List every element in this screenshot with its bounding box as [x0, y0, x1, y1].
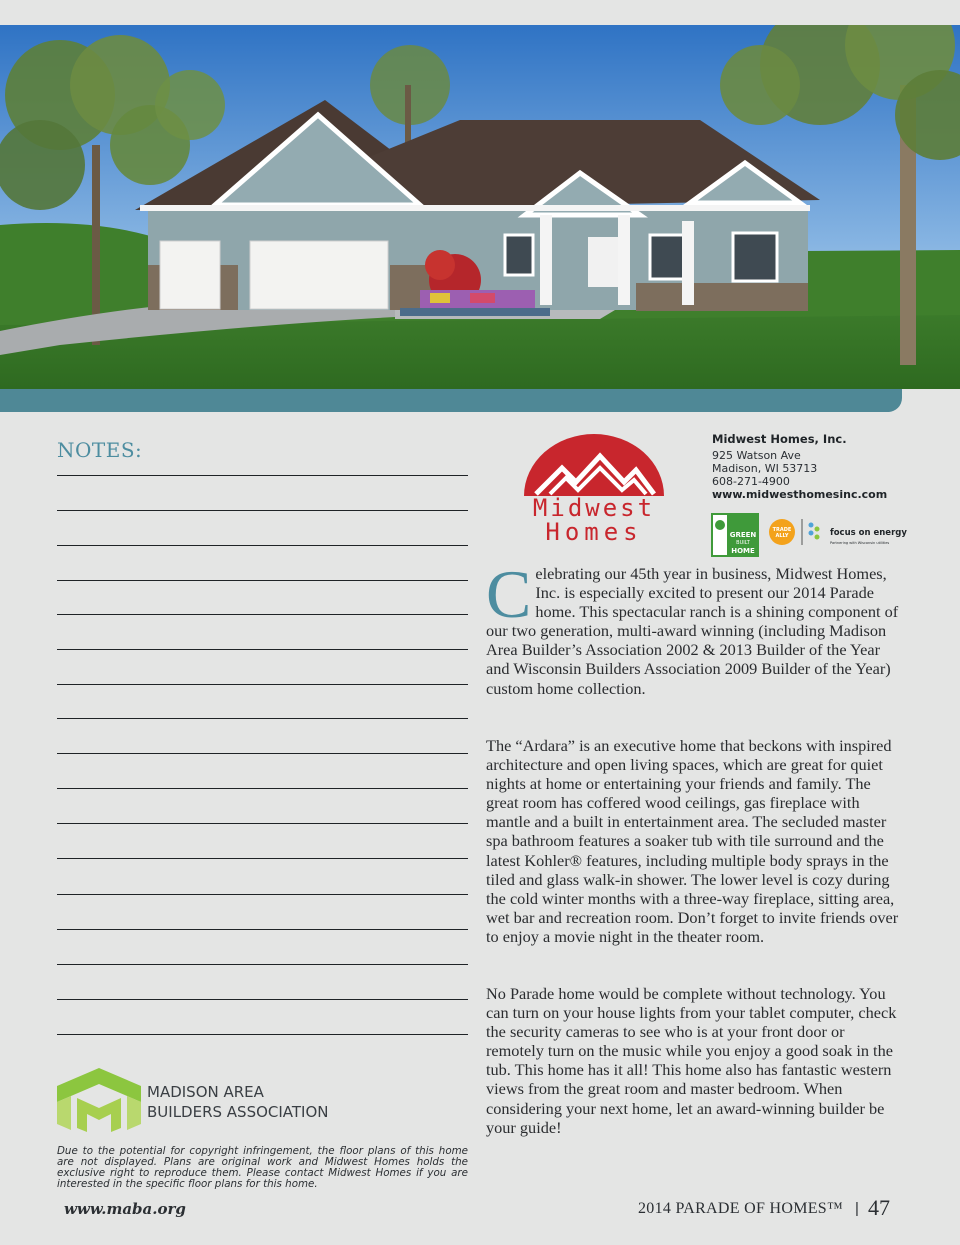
note-line	[57, 999, 468, 1000]
maba-wordmark	[147, 1082, 329, 1122]
note-line	[57, 823, 468, 824]
svg-text:focus on energy: focus on energy	[830, 528, 907, 538]
maba-line2: BUILDERS ASSOCIATION	[147, 1103, 329, 1121]
logo-word-homes: Homes	[545, 518, 643, 546]
note-line	[57, 929, 468, 930]
maba-logo-icon	[57, 1068, 147, 1136]
page-number: 47	[868, 1195, 890, 1220]
section-divider-band	[0, 389, 902, 412]
note-line	[57, 753, 468, 754]
svg-text:TRADE: TRADE	[772, 527, 792, 533]
svg-text:BUILT: BUILT	[736, 540, 750, 546]
floorplan-disclaimer: Due to the potential for copyright infringement, the floor plans of this home are not displayed. Plans are original work and Midwest Homes holds the exclusive right to reproduce them. Please contact Midwest Homes if you are interested in the specific floor plans for this home.	[57, 1145, 468, 1190]
note-line	[57, 649, 468, 650]
article-paragraph-1	[486, 556, 901, 698]
builder-name: Midwest Homes, Inc.	[712, 432, 847, 446]
footer-separator: |	[855, 1200, 859, 1217]
note-line	[57, 545, 468, 546]
builder-phone: 608-271-4900	[712, 475, 790, 488]
note-line	[57, 1034, 468, 1035]
paragraph-1-text: elebrating our 45th year in business, Midwest Homes, Inc. is especially excited to present our 2014 Parade home. This spectacular ranch is a shining component of our two generation, multi-award winning (including Madison Area Builder’s Association 2002 & 2013 Builder of the Year and Wisconsin Builders Association 2009 Builder of the Year) custom home collection.	[486, 564, 899, 698]
builder-address2: Madison, WI 53713	[712, 462, 818, 475]
maba-website[interactable]: www.maba.org	[64, 1200, 186, 1218]
svg-text:HOME: HOME	[731, 547, 755, 555]
green-built-home-icon	[711, 513, 759, 557]
note-line	[57, 858, 468, 859]
house-rendering	[0, 25, 960, 389]
article-paragraph-3: No Parade home would be complete without technology. You can turn on your house lights from your tablet computer, check the security cameras to see who is at your front door or remotely turn on the music while you enjoy a good soak in the tub. This home has it all! This home also has fantastic western views from the great room and master bedroom. When considering your next home, let an award-winning builder be your guide!	[486, 984, 897, 1137]
top-margin	[0, 0, 960, 25]
focus-on-energy-icon	[809, 523, 908, 546]
svg-text:GREEN: GREEN	[729, 531, 757, 539]
svg-text:Partnering with Wisconsin util: Partnering with Wisconsin utilities	[830, 541, 890, 545]
drop-cap: C	[486, 556, 532, 632]
maba-line1: MADISON AREA	[147, 1083, 264, 1101]
article-paragraph-2: The “Ardara” is an executive home that beckons with inspired architecture and open living spaces, which are great for quiet nights at home or entertaining your friends and family. The great room has coffered wood ceilings, gas fireplace with mantle and a built in entertainment area. The secluded master spa bathroom features a soaker tub with tile surround and the latest Kohler® features, including multiple body sprays in the tiled and glass walk-in shower. The lower level is cozy during the cold winter months with a three-way fireplace, sitting area, wet bar and recreation room. Don’t forget to invite friends over to enjoy a movie night in the theater room.	[486, 736, 899, 946]
certification-badges	[711, 513, 911, 558]
note-line	[57, 614, 468, 615]
note-line	[57, 964, 468, 965]
trade-ally-icon	[769, 519, 795, 545]
note-line	[57, 684, 468, 685]
note-line	[57, 510, 468, 511]
note-line	[57, 788, 468, 789]
builder-website[interactable]: www.midwesthomesinc.com	[712, 488, 888, 501]
logo-word-midwest: Midwest	[532, 494, 656, 522]
note-line	[57, 718, 468, 719]
footer-publication-title: 2014 PARADE OF HOMES™	[638, 1200, 843, 1217]
note-line	[57, 894, 468, 895]
note-line	[57, 580, 468, 581]
note-line	[57, 475, 468, 476]
midwest-homes-logo	[516, 432, 671, 547]
notes-heading: NOTES:	[57, 438, 143, 462]
svg-text:ALLY: ALLY	[775, 533, 789, 539]
builder-address1: 925 Watson Ave	[712, 449, 801, 462]
